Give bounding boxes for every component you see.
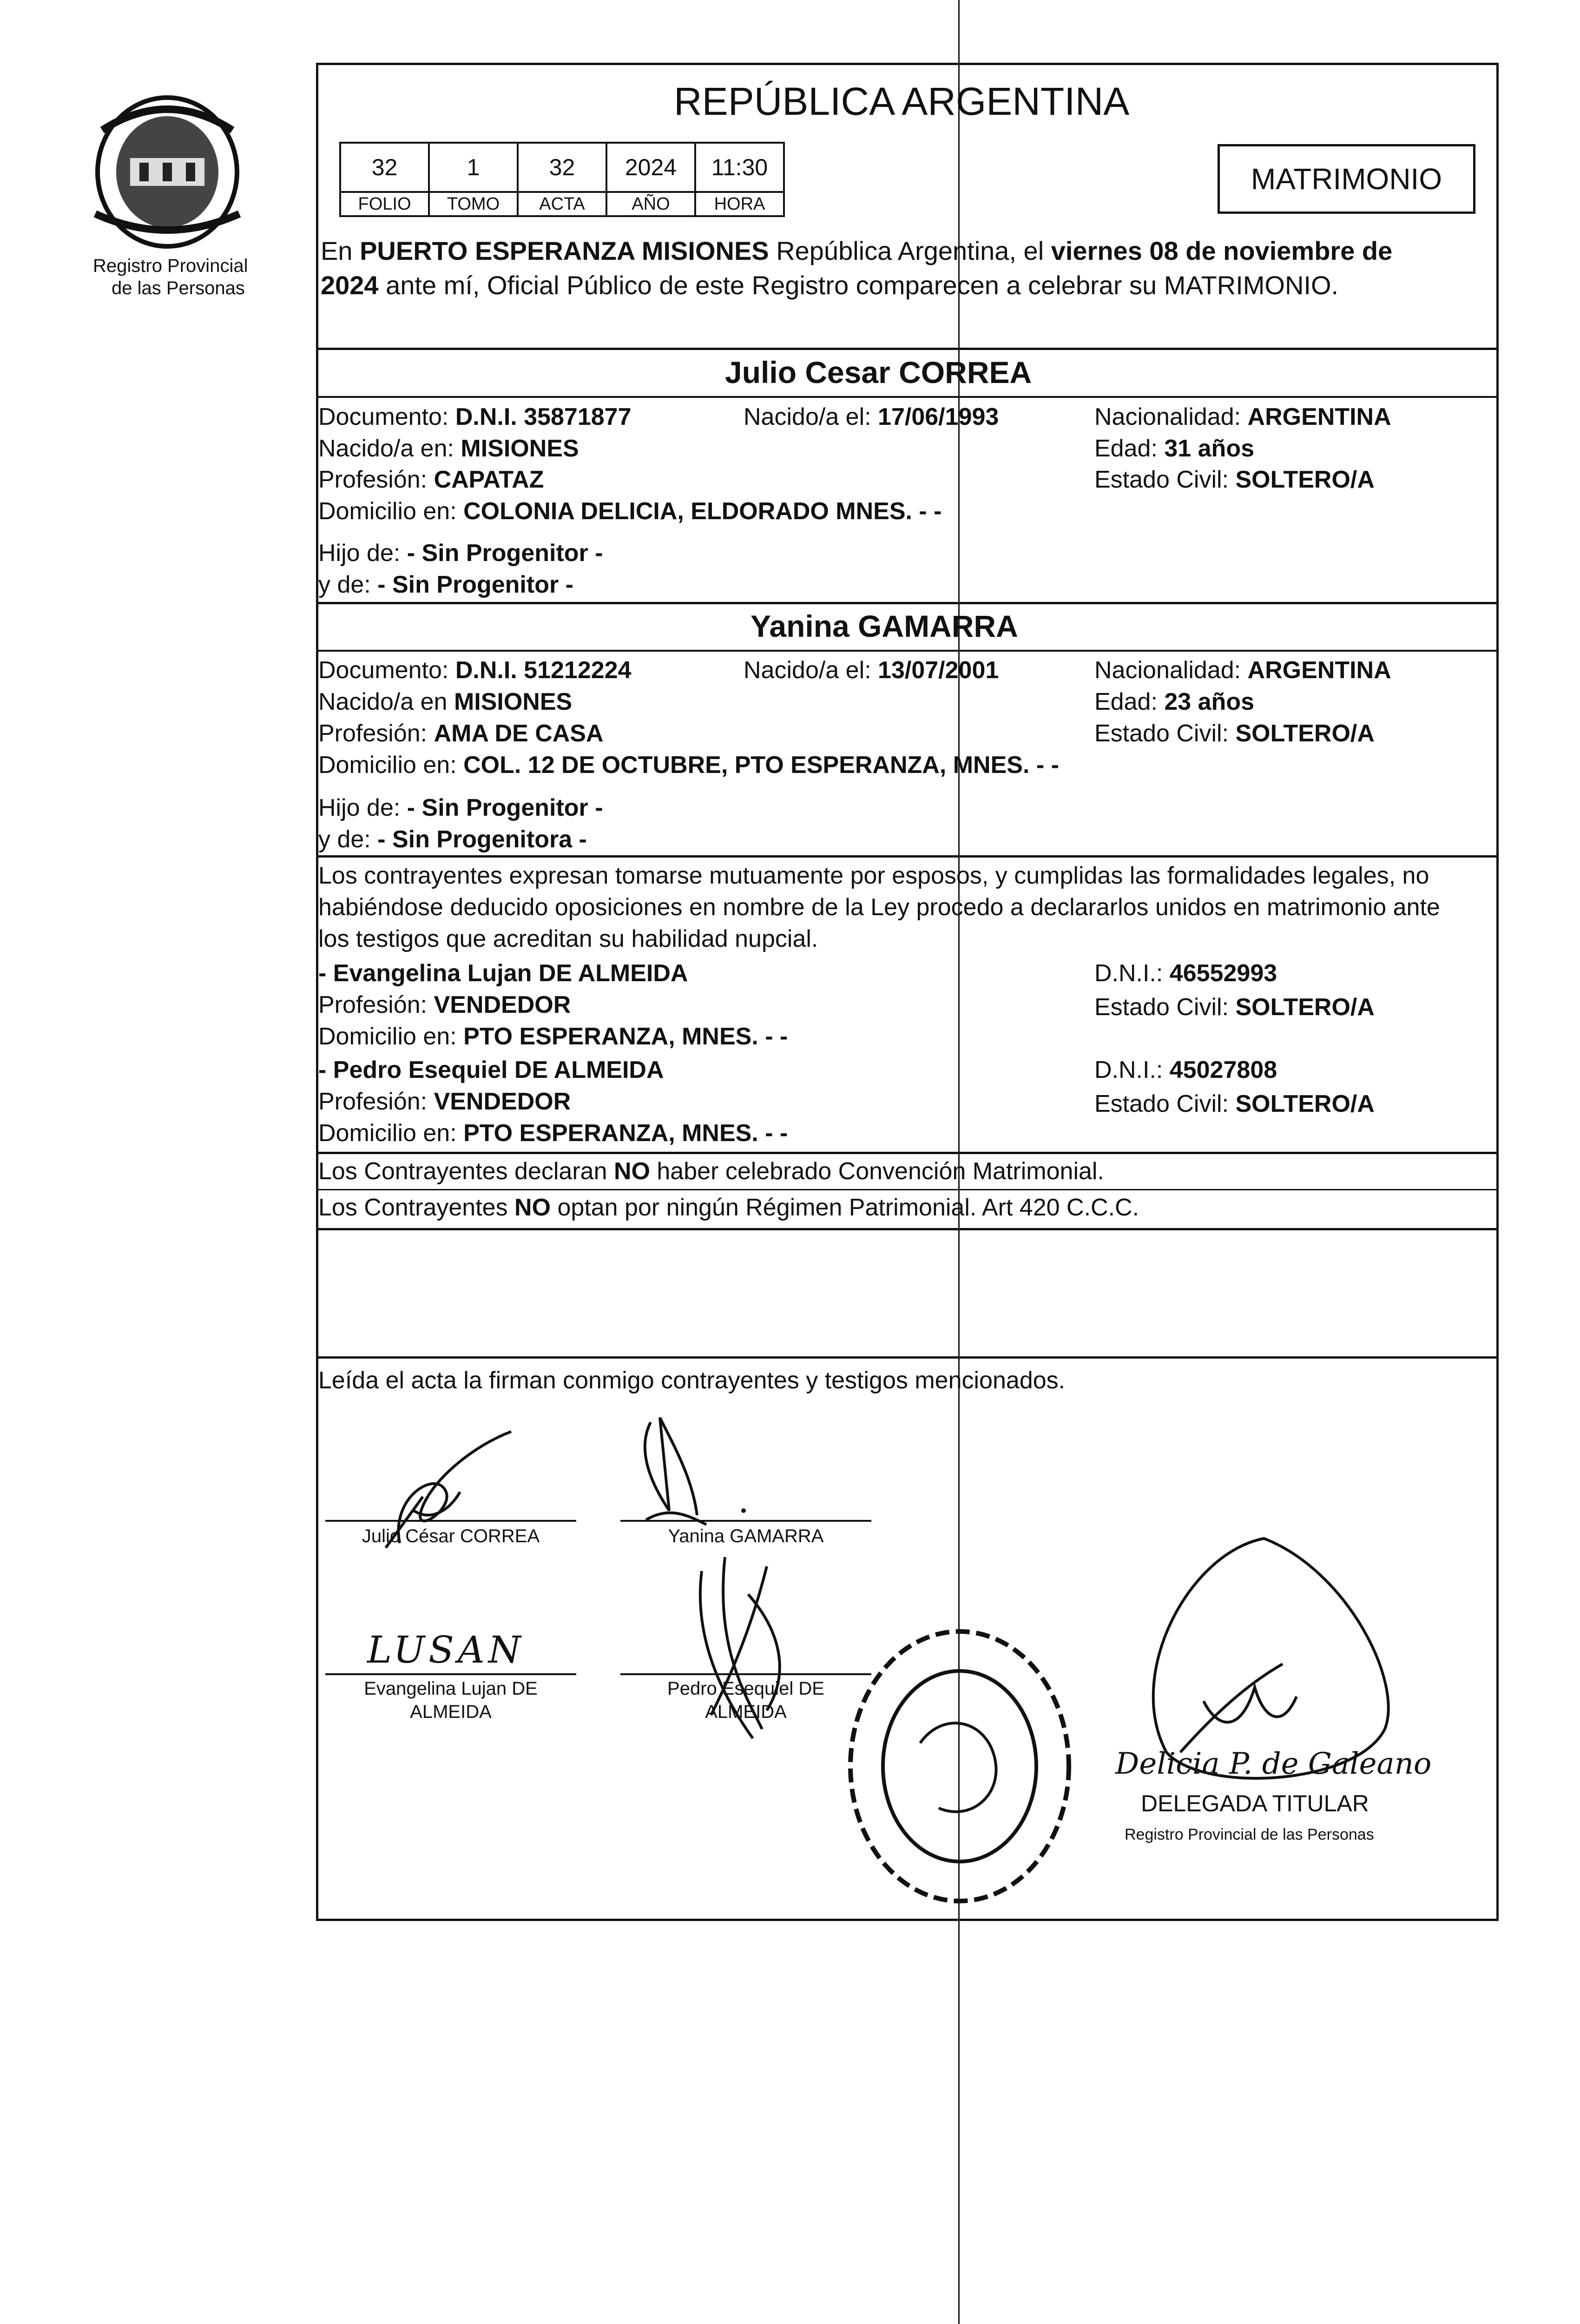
witness1-address: Domicilio en: PTO ESPERANZA, MNES. - - (318, 1023, 788, 1050)
declaration-line3: los testigos que acreditan su habilidad nupcial. (318, 925, 818, 952)
witness1-name: - Evangelina Lujan DE ALMEIDA (318, 960, 688, 987)
signature-caption-yanina: Yanina GAMARRA (668, 1526, 824, 1546)
spouse2-name: Yanina GAMARRA (750, 609, 1018, 643)
spouse1-birthplace: Nacido/a en: MISIONES (318, 435, 579, 462)
official-title-stamp: DELEGADA TITULAR (1141, 1790, 1369, 1816)
divider-spouse1 (316, 396, 1499, 398)
declaration-line2: habiéndose deducido oposiciones en nombre de la Ley procedo a declararlos unidos en matrimonio ante (318, 894, 1440, 921)
spouse2-nationality: Nacionalidad: ARGENTINA (1094, 657, 1391, 684)
signature-line-evangelina (325, 1673, 576, 1675)
spouse1-nationality: Nacionalidad: ARGENTINA (1094, 403, 1391, 430)
folio-value: 32 (339, 142, 430, 193)
spouse1-age: Edad: 31 años (1094, 435, 1254, 462)
witness2-address: Domicilio en: PTO ESPERANZA, MNES. - - (318, 1120, 788, 1147)
spouse2-address: Domicilio en: COL. 12 DE OCTUBRE, PTO ESPERANZA, MNES. - - (318, 752, 1059, 779)
spouse1-address: Domicilio en: COLONIA DELICIA, ELDORADO MNES. - - (318, 498, 942, 525)
witness2-dni: D.N.I.: 45027808 (1094, 1056, 1277, 1083)
divider-spouse2 (316, 650, 1499, 652)
tomo-label: TOMO (428, 191, 519, 217)
hora-label: HORA (694, 191, 785, 217)
witness2-profession: Profesión: VENDEDOR (318, 1088, 571, 1115)
witness2-civil-status: Estado Civil: SOLTERO/A (1094, 1090, 1375, 1117)
spouse1-civil-status: Estado Civil: SOLTERO/A (1094, 466, 1375, 493)
document-title: REPÚBLICA ARGENTINA (674, 79, 1130, 123)
intro-line2: 2024 ante mí, Oficial Público de este Registro comparecen a celebrar su MATRIMONIO. (321, 271, 1339, 300)
spouse2-civil-status: Estado Civil: SOLTERO/A (1094, 720, 1375, 747)
official-name-stamp: Delicia P. de Galeano (1115, 1747, 1432, 1781)
spouse2-father: Hijo de: - Sin Progenitor - (318, 794, 603, 821)
divider-regime (316, 1152, 1499, 1154)
official-org-stamp: Registro Provincial de las Personas (1125, 1826, 1374, 1843)
spouse2-profession: Profesión: AMA DE CASA (318, 720, 604, 747)
signature-line-pedro (620, 1673, 871, 1675)
intro-place: PUERTO ESPERANZA MISIONES (360, 236, 769, 265)
province-logo (86, 93, 249, 251)
intro-date: viernes 08 de noviembre de (1051, 236, 1393, 265)
logo-caption-line1: Registro Provincial (93, 256, 248, 276)
regime-line1: Los Contrayentes declaran NO haber celebrado Convención Matrimonial. (318, 1158, 1104, 1185)
folio-label: FOLIO (339, 191, 430, 217)
witness1-civil-status: Estado Civil: SOLTERO/A (1094, 994, 1375, 1021)
signature-evangelina-handwritten: LUSAN (367, 1628, 525, 1671)
acta-value: 32 (517, 142, 607, 193)
logo-caption-line2: de las Personas (112, 278, 245, 298)
document-type-box: MATRIMONIO (1218, 144, 1475, 214)
tomo-value: 1 (428, 142, 519, 193)
form-bottom-border (316, 1919, 1499, 1921)
closing-statement: Leída el acta la firman conmigo contrayentes y testigos mencionados. (318, 1367, 1066, 1394)
signature-caption-evangelina: Evangelina Lujan DE ALMEIDA (364, 1678, 538, 1722)
hora-value: 11:30 (694, 142, 785, 193)
intro-year: 2024 (321, 271, 379, 300)
acta-label: ACTA (517, 191, 607, 217)
spouse1-birthdate: Nacido/a el: 17/06/1993 (744, 403, 999, 430)
intro-line1: En PUERTO ESPERANZA MISIONES República Argentina, el viernes 08 de noviembre de (321, 236, 1393, 265)
spouse2-birthplace: Nacido/a en MISIONES (318, 688, 573, 715)
signature-caption-pedro: Pedro Esequiel DE ALMEIDA (667, 1678, 824, 1722)
divider-notes (316, 1228, 1499, 1230)
official-round-seal (836, 1618, 1083, 1915)
divider-spouse2-top (316, 602, 1499, 604)
signature-line-julio (325, 1520, 576, 1522)
ano-label: AÑO (606, 191, 696, 217)
divider-intro (316, 348, 1499, 350)
spouse2-mother: y de: - Sin Progenitora - (318, 826, 587, 853)
spouse2-document: Documento: D.N.I. 51212224 (318, 657, 632, 684)
spouse1-mother: y de: - Sin Progenitor - (318, 571, 573, 598)
ano-value: 2024 (606, 142, 696, 193)
signature-yanina-drawing (632, 1413, 781, 1534)
spouse1-name: Julio Cesar CORREA (725, 355, 1032, 390)
spouse2-age: Edad: 23 años (1094, 688, 1254, 715)
divider-declaration (316, 855, 1499, 858)
signature-line-yanina (620, 1520, 871, 1522)
witness1-dni: D.N.I.: 46552993 (1094, 960, 1277, 987)
divider-closing (316, 1356, 1499, 1359)
witness2-name: - Pedro Esequiel DE ALMEIDA (318, 1056, 664, 1083)
regime-line2: Los Contrayentes NO optan por ningún Régimen Patrimonial. Art 420 C.C.C. (318, 1194, 1139, 1221)
spouse1-father: Hijo de: - Sin Progenitor - (318, 540, 603, 567)
declaration-line1: Los contrayentes expresan tomarse mutuamente por esposos, y cumplidas las formalidades legales, no (318, 862, 1429, 889)
divider-regime-mid (316, 1189, 1499, 1190)
spouse1-document: Documento: D.N.I. 35871877 (318, 403, 632, 430)
spouse2-birthdate: Nacido/a el: 13/07/2001 (744, 657, 999, 684)
signature-caption-julio: Julio César CORREA (362, 1526, 540, 1546)
form-right-border (1496, 65, 1499, 1920)
witness1-profession: Profesión: VENDEDOR (318, 991, 571, 1018)
spouse1-profession: Profesión: CAPATAZ (318, 466, 544, 493)
form-top-border (316, 63, 1499, 65)
